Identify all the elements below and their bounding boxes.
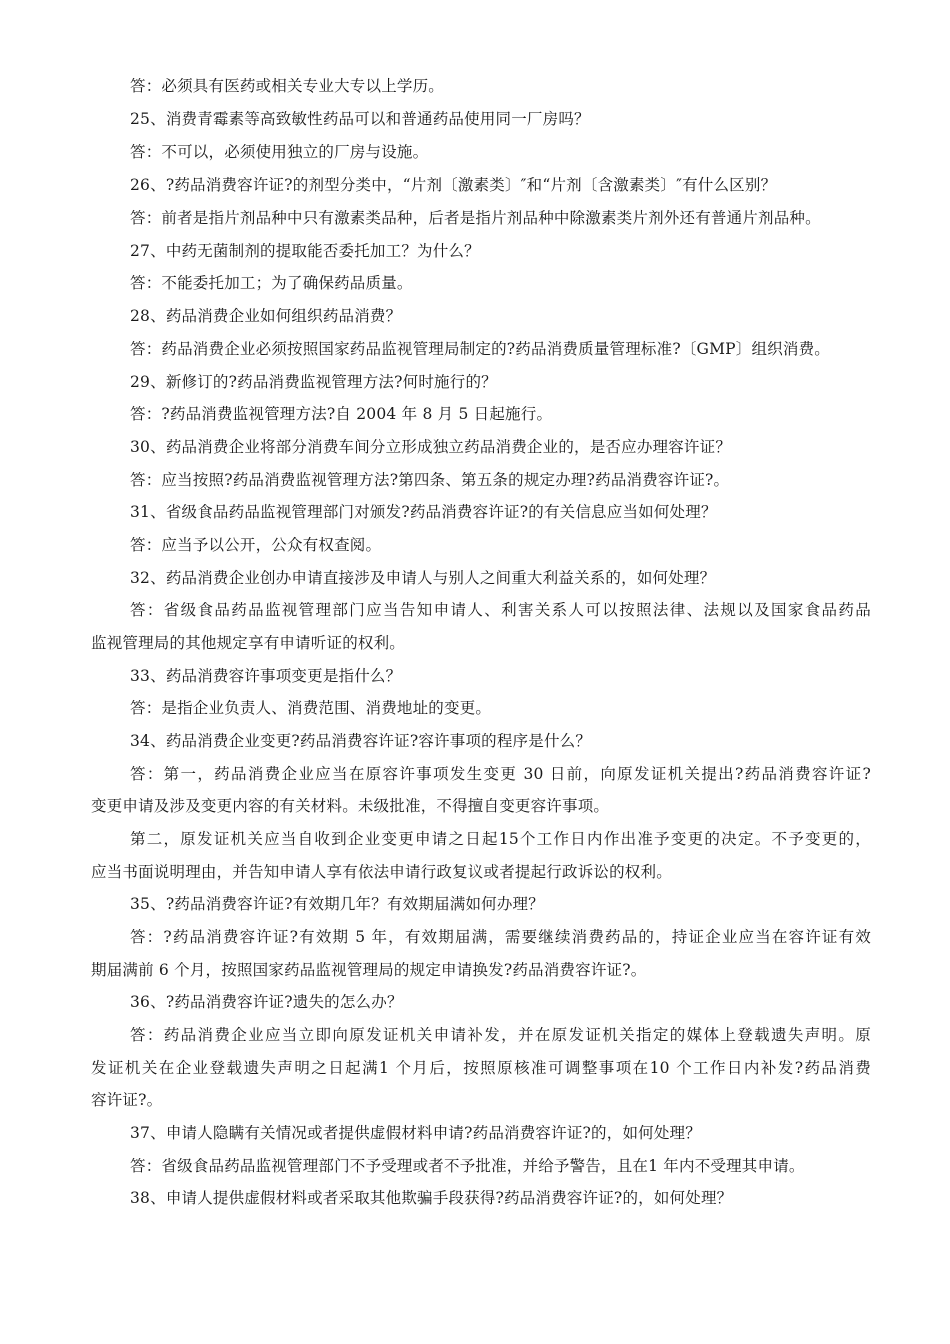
answer-30: 答：应当按照?药品消费监视管理方法?第四条、第五条的规定办理?药品消费容许证?。	[130, 471, 730, 489]
answer-33: 答：是指企业负责人、消费范围、消费地址的变更。	[130, 699, 492, 717]
question-33: 33、药品消费容许事项变更是指什么？	[130, 667, 402, 685]
question-36: 36、?药品消费容许证?遗失的怎么办？	[130, 993, 403, 1011]
answer-27: 答：不能委托加工；为了确保药品质量。	[130, 274, 413, 292]
answer-24: 答：必须具有医药或相关专业大专以上学历。	[130, 77, 445, 95]
answer-34-second: 第二，原发证机关应当自收到企业变更申请之日起15个工作日内作出准予变更的决定。不予变更的，	[130, 830, 871, 848]
answer-31: 答：应当予以公开，公众有权查阅。	[130, 536, 382, 554]
answer-36-cont: 发证机关在企业登载遗失声明之日起满1 个月后，按照原核准可调整事项在10 个工作日内补发?药品消费	[91, 1059, 871, 1077]
answer-25: 答：不可以，必须使用独立的厂房与设施。	[130, 143, 429, 161]
question-32: 32、药品消费企业创办申请直接涉及申请人与别人之间重大利益关系的，如何处理？	[130, 569, 716, 587]
question-29: 29、新修订的?药品消费监视管理方法?何时施行的？	[130, 373, 497, 391]
question-31: 31、省级食品药品监视管理部门对颁发?药品消费容许证?的有关信息应当如何处理？	[130, 503, 717, 521]
question-35: 35、?药品消费容许证?有效期几年？有效期届满如何办理？	[130, 895, 544, 913]
answer-29: 答：?药品消费监视管理方法?自 2004 年 8 月 5 日起施行。	[130, 405, 553, 423]
question-37: 37、申请人隐瞒有关情况或者提供虚假材料申请?药品消费容许证?的，如何处理？	[130, 1124, 701, 1142]
answer-36-cont-2: 容许证?。	[91, 1091, 163, 1109]
answer-37: 答：省级食品药品监视管理部门不予受理或者不予批准，并给予警告，且在1 年内不受理其申请。	[130, 1157, 805, 1175]
answer-34: 答：第一，药品消费企业应当在原容许事项发生变更 30 日前，向原发证机关提出?药品消费容许证?	[130, 765, 871, 783]
question-25: 25、消费青霉素等高致敏性药品可以和普通药品使用同一厂房吗？	[130, 110, 590, 128]
question-28: 28、药品消费企业如何组织药品消费？	[130, 307, 402, 325]
question-27: 27、中药无菌制剂的提取能否委托加工？为什么？	[130, 242, 480, 260]
question-34: 34、药品消费企业变更?药品消费容许证?容许事项的程序是什么？	[130, 732, 592, 750]
question-26: 26、?药品消费容许证?的剂型分类中，“片剂〔激素类〕″和“片剂〔含激素类〕″有什么区别？	[130, 176, 777, 194]
question-30: 30、药品消费企业将部分消费车间分立形成独立药品消费企业的，是否应办理容许证？	[130, 438, 732, 456]
answer-35-cont: 期届满前 6 个月，按照国家药品监视管理局的规定申请换发?药品消费容许证?。	[91, 961, 647, 979]
answer-32: 答：省级食品药品监视管理部门应当告知申请人、利害关系人可以按照法律、法规以及国家食品药品	[130, 601, 871, 619]
answer-34-second-cont: 应当书面说明理由，并告知申请人享有依法申请行政复议或者提起行政诉讼的权利。	[91, 863, 672, 881]
answer-26: 答：前者是指片剂品种中只有激素类品种，后者是指片剂品种中除激素类片剂外还有普通片剂品种。	[130, 209, 821, 227]
answer-36: 答：药品消费企业应当立即向原发证机关申请补发，并在原发证机关指定的媒体上登载遗失声明。原	[130, 1026, 871, 1044]
question-38: 38、申请人提供虚假材料或者采取其他欺骗手段获得?药品消费容许证?的，如何处理？	[130, 1189, 733, 1207]
answer-34-cont: 变更申请及涉及变更内容的有关材料。未级批准，不得擅自变更容许事项。	[91, 797, 610, 815]
answer-28: 答：药品消费企业必须按照国家药品监视管理局制定的?药品消费质量管理标准?〔GMP〕组织消费。	[130, 340, 831, 358]
answer-32-cont: 监视管理局的其他规定享有申请听证的权利。	[91, 634, 406, 652]
answer-35: 答：?药品消费容许证?有效期 5 年，有效期届满，需要继续消费药品的，持证企业应当在容许证有效	[130, 928, 871, 946]
